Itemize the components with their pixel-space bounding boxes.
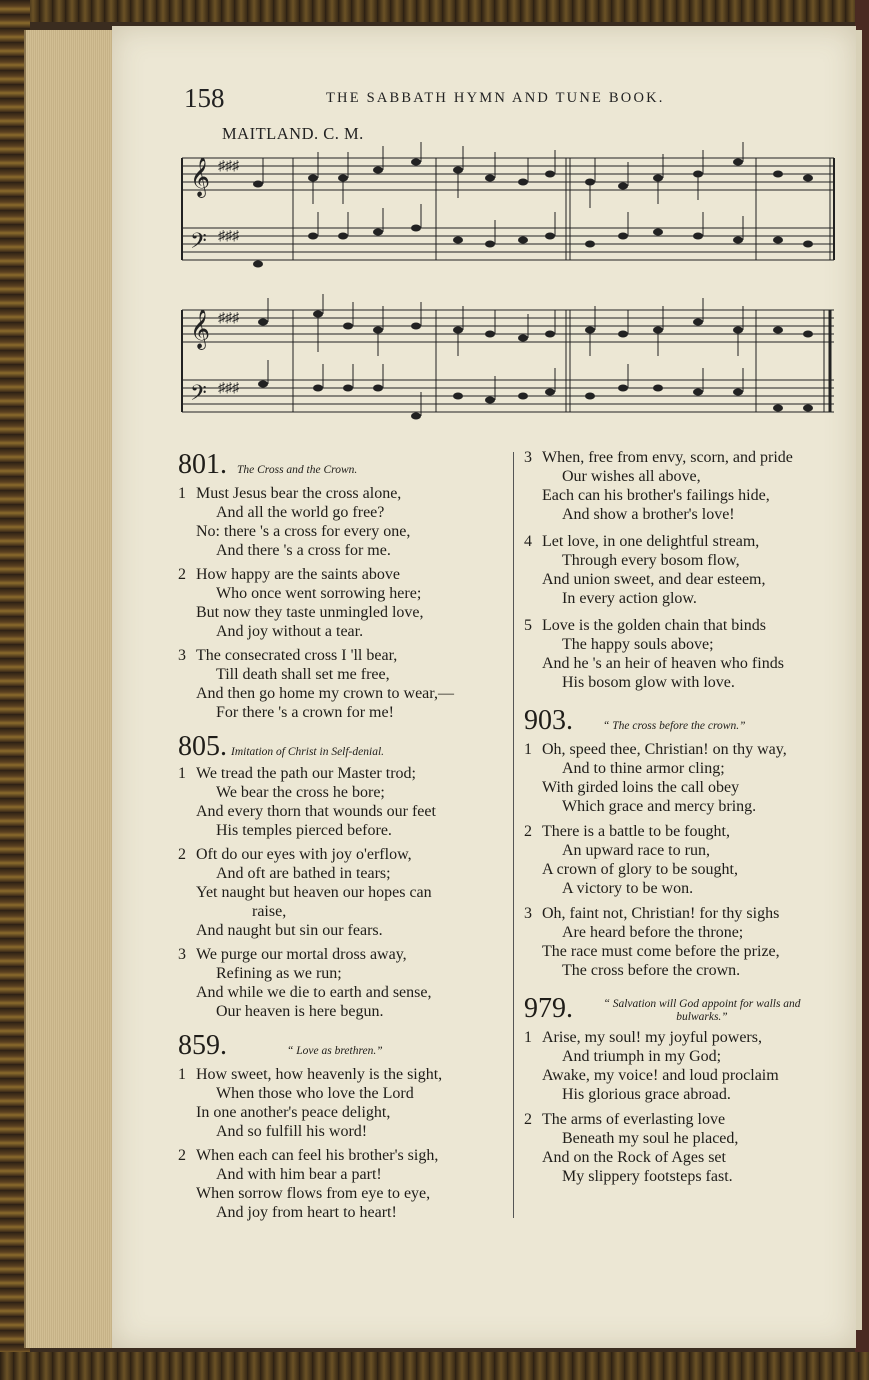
verse-line: And he 's an heir of heaven who finds <box>542 655 784 672</box>
verse-line: And joy without a tear. <box>216 623 364 640</box>
svg-text:𝄞: 𝄞 <box>190 309 211 349</box>
verse-line: And on the Rock of Ages set <box>542 1149 726 1166</box>
verse-line: And while we die to earth and sense, <box>196 984 432 1001</box>
hymn-903 <box>524 706 842 980</box>
svg-text:♯♯♯: ♯♯♯ <box>218 229 239 244</box>
svg-text:♯♯♯: ♯♯♯ <box>218 381 239 396</box>
verse-line: And oft are bathed in tears; <box>216 865 391 882</box>
hymn-number: 903. <box>524 705 573 736</box>
hymn-number: 801. <box>178 449 227 480</box>
verse-line: Our wishes all above, <box>562 468 701 485</box>
verse-line: And so fulfill his word! <box>216 1123 368 1140</box>
verse-line: Arise, my soul! my joyful powers, <box>542 1029 762 1046</box>
verse-line: When sorrow flows from eye to eye, <box>196 1185 431 1202</box>
hymn-801 <box>178 450 508 722</box>
verse-line: The cross before the crown. <box>562 962 741 979</box>
svg-text:𝄢: 𝄢 <box>190 229 207 259</box>
verse-line: His glorious grace abroad. <box>562 1086 731 1103</box>
hymn-subtitle: “ The cross before the crown.” <box>603 720 746 732</box>
verse-line: The consecrated cross I 'll bear, <box>196 647 398 664</box>
verse-line: The race must come before the prize, <box>542 943 780 960</box>
running-head: THE SABBATH HYMN AND TUNE BOOK. <box>326 90 665 106</box>
hymn-859 <box>178 1031 508 1222</box>
verse-line: The arms of everlasting love <box>542 1111 726 1128</box>
verse-line: Let love, in one delightful stream, <box>542 533 760 550</box>
verse-line: There is a battle to be fought, <box>542 823 730 840</box>
hymn-subtitle: The Cross and the Crown. <box>237 464 358 476</box>
hymn-number: 805. <box>178 731 227 762</box>
verse-line: And triumph in my God; <box>562 1048 722 1065</box>
verse: 3 We purge our mortal dross away, Refining as we run; And while we die to earth and sense, Our heaven is here begun. <box>178 945 508 1021</box>
hymn-805 <box>178 732 508 1021</box>
right-column <box>524 448 842 1186</box>
verse-line: And then go home my crown to wear,— <box>196 685 454 702</box>
column-divider <box>513 452 514 1218</box>
svg-text:𝄢: 𝄢 <box>190 381 207 411</box>
verse-line: Awake, my voice! and loud proclaim <box>542 1067 779 1084</box>
hymn-number: 979. <box>524 993 573 1024</box>
verse-line: Oft do our eyes with joy o'erflow, <box>196 846 412 863</box>
music-system-2 <box>178 292 838 427</box>
verse-line: My slippery footsteps fast. <box>562 1168 733 1185</box>
hymn-subtitle: “ Love as brethren.” <box>287 1045 383 1057</box>
verse-line: And joy from heart to heart! <box>216 1204 397 1221</box>
verse-line: Our heaven is here begun. <box>216 1003 384 1020</box>
verse: 2 Oft do our eyes with joy o'erflow, And oft are bathed in tears; Yet naught but heaven our hopes can raise, And naught but sin our fears. <box>178 845 508 940</box>
verse: 4 Let love, in one delightful stream, Through every bosom flow, And union sweet, and dear esteem, In every action glow. <box>524 532 842 608</box>
verse-line: With girded loins the call obey <box>542 779 740 796</box>
verse-line: How sweet, how heavenly is the sight, <box>196 1066 443 1083</box>
book-bottom-edge <box>0 1352 869 1380</box>
page-number: 158 <box>184 83 225 113</box>
verse-line: And all the world go free? <box>216 504 385 521</box>
verse-line: The happy souls above; <box>562 636 714 653</box>
verse: 3 Oh, faint not, Christian! for thy sighs Are heard before the throne; The race must come before the prize, The cross before the crown. <box>524 904 842 980</box>
svg-text:♯♯♯: ♯♯♯ <box>218 159 239 174</box>
tune-title: MAITLAND. C. M. <box>222 124 364 143</box>
verse-line: Through every bosom flow, <box>562 552 740 569</box>
verse: 2 When each can feel his brother's sigh, And with him bear a part! When sorrow flows from eye to eye, And joy from heart to heart! <box>178 1146 508 1222</box>
verse-line: And to thine armor cling; <box>562 760 725 777</box>
verse-line: Who once went sorrowing here; <box>216 585 422 602</box>
verse-line: An upward race to run, <box>562 842 710 859</box>
verse-line: And naught but sin our fears. <box>196 922 383 939</box>
svg-text:𝄞: 𝄞 <box>190 157 211 197</box>
verse-line: Must Jesus bear the cross alone, <box>196 485 402 502</box>
verse-line: In one another's peace delight, <box>196 1104 391 1121</box>
verse: 1 We tread the path our Master trod; We bear the cross he bore; And every thorn that wounds our feet His temples pierced before. <box>178 764 508 840</box>
verse-line: Beneath my soul he placed, <box>562 1130 739 1147</box>
verse-line: Are heard before the throne; <box>562 924 744 941</box>
hymn-subtitle: Imitation of Christ in Self-denial. <box>231 746 385 758</box>
verse: 1 Must Jesus bear the cross alone, And all the world go free? No: there 's a cross for every one, And there 's a cross for me. <box>178 484 508 560</box>
verse-line: When those who love the Lord <box>216 1085 414 1102</box>
verse-line: raise, <box>252 903 287 920</box>
music-system-1 <box>178 140 838 275</box>
verse: 1 Arise, my soul! my joyful powers, And triumph in my God; Awake, my voice! and loud proclaim His glorious grace abroad. <box>524 1028 842 1104</box>
verse-line: And with him bear a part! <box>216 1166 382 1183</box>
verse-line: When, free from envy, scorn, and pride <box>542 449 793 466</box>
verse-line: A crown of glory to be sought, <box>542 861 738 878</box>
verse-line: No: there 's a cross for every one, <box>196 523 411 540</box>
verse-line: And there 's a cross for me. <box>216 542 391 559</box>
verse-line: And every thorn that wounds our feet <box>196 803 436 820</box>
verse-line: But now they taste unmingled love, <box>196 604 424 621</box>
page-edges <box>24 30 116 1348</box>
verse-line: Each can his brother's failings hide, <box>542 487 770 504</box>
verse-line: His bosom glow with love. <box>562 674 735 691</box>
svg-text:♯♯♯: ♯♯♯ <box>218 311 239 326</box>
hymn-979 <box>524 994 842 1186</box>
hymn-subtitle: “ Salvation will God appoint for walls and bulwarks.” <box>603 998 801 1023</box>
verse-line: And union sweet, and dear esteem, <box>542 571 766 588</box>
verse-line: Refining as we run; <box>216 965 342 982</box>
verse-line: Love is the golden chain that binds <box>542 617 766 634</box>
verse-line: Yet naught but heaven our hopes can <box>196 884 432 901</box>
verse-line: Till death shall set me free, <box>216 666 390 683</box>
verse-line: We purge our mortal dross away, <box>196 946 407 963</box>
verse-line: Oh, faint not, Christian! for thy sighs <box>542 905 780 922</box>
verse: 3 The consecrated cross I 'll bear, Till death shall set me free, And then go home my crown to wear,— For there 's a crown for me! <box>178 646 508 722</box>
verse: 3 When, free from envy, scorn, and pride Our wishes all above, Each can his brother's failings hide, And show a brother's love! <box>524 448 842 524</box>
verse: 1 Oh, speed thee, Christian! on thy way, And to thine armor cling; With girded loins the call obey Which grace and mercy bring. <box>524 740 842 816</box>
verse-line: In every action glow. <box>562 590 697 607</box>
left-column <box>178 450 508 1222</box>
book-top-edge <box>0 0 869 22</box>
verse: 5 Love is the golden chain that binds The happy souls above; And he 's an heir of heaven who finds His bosom glow with love. <box>524 616 842 692</box>
verse-line: A victory to be won. <box>562 880 694 897</box>
verse-line: We bear the cross he bore; <box>216 784 385 801</box>
hymn-number: 859. <box>178 1030 227 1061</box>
verse-line: And show a brother's love! <box>562 506 735 523</box>
verse-line: We tread the path our Master trod; <box>196 765 416 782</box>
verse: 2 There is a battle to be fought, An upward race to run, A crown of glory to be sought, A victory to be won. <box>524 822 842 898</box>
verse-line: How happy are the saints above <box>196 566 400 583</box>
verse-line: When each can feel his brother's sigh, <box>196 1147 439 1164</box>
verse: 2 The arms of everlasting love Beneath my soul he placed, And on the Rock of Ages set My slippery footsteps fast. <box>524 1110 842 1186</box>
hymn-859-continued <box>524 448 842 692</box>
verse: 1 How sweet, how heavenly is the sight, When those who love the Lord In one another's peace delight, And so fulfill his word! <box>178 1065 508 1141</box>
verse-line: His temples pierced before. <box>216 822 392 839</box>
verse: 2 How happy are the saints above Who once went sorrowing here; But now they taste unmingled love, And joy without a tear. <box>178 565 508 641</box>
verse-line: Which grace and mercy bring. <box>562 798 757 815</box>
verse-line: Oh, speed thee, Christian! on thy way, <box>542 741 787 758</box>
verse-line: For there 's a crown for me! <box>216 704 394 721</box>
